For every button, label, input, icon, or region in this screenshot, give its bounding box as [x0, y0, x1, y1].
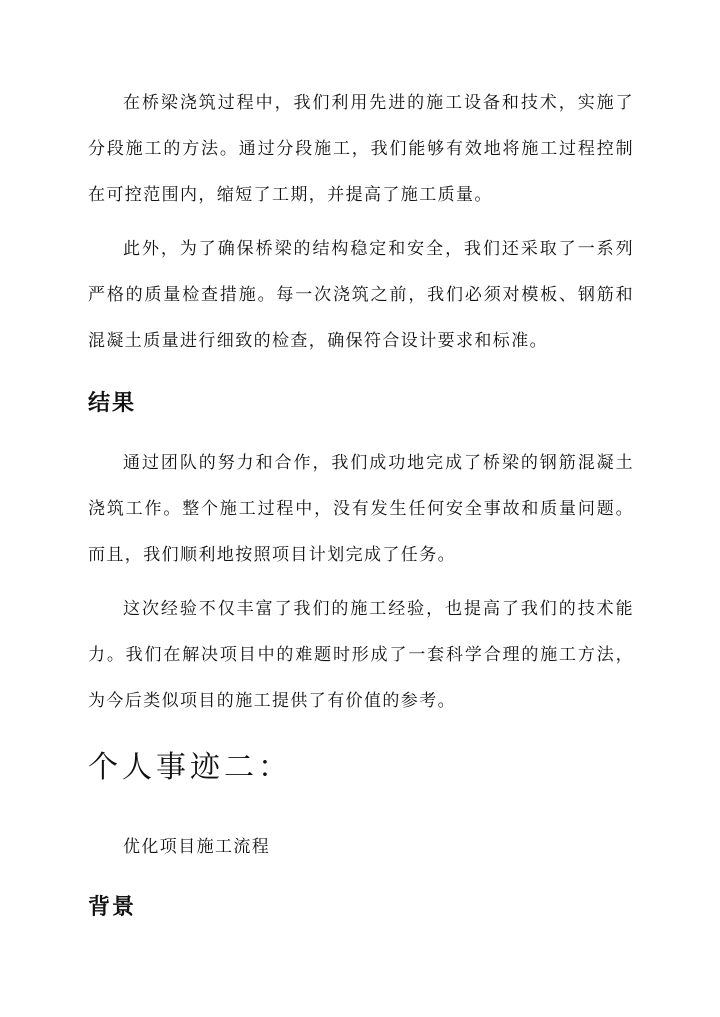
section-heading-personal: 个人事迹二：: [88, 750, 292, 785]
body-paragraph: 在桥梁浇筑过程中，我们利用先进的施工设备和技术，实施了分段施工的方法。通过分段施工，我们能够有效地将施工过程控制在可控范围内，缩短了工期，并提高了施工质量。: [88, 93, 634, 205]
document-page: [88, 80, 634, 922]
body-paragraph: 这次经验不仅丰富了我们的施工经验，也提高了我们的技术能力。我们在解决项目中的难题时形成了一套科学合理的施工方法，为今后类似项目的施工提供了有价值的参考。: [88, 599, 634, 711]
section-heading-result: 结果: [88, 390, 137, 416]
body-paragraph: 此外，为了确保桥梁的结构稳定和安全，我们还采取了一系列严格的质量检查措施。每一次浇筑之前，我们必须对模板、钢筋和混凝土质量进行细致的检查，确保符合设计要求和标准。: [88, 239, 634, 351]
subsection-title: 优化项目施工流程: [123, 837, 271, 857]
body-paragraph: 通过团队的努力和合作，我们成功地完成了桥梁的钢筋混凝土浇筑工作。整个施工过程中，没有发生任何安全事故和质量问题。而且，我们顺利地按照项目计划完成了任务。: [88, 453, 634, 565]
section-heading-background: 背景: [88, 894, 137, 920]
